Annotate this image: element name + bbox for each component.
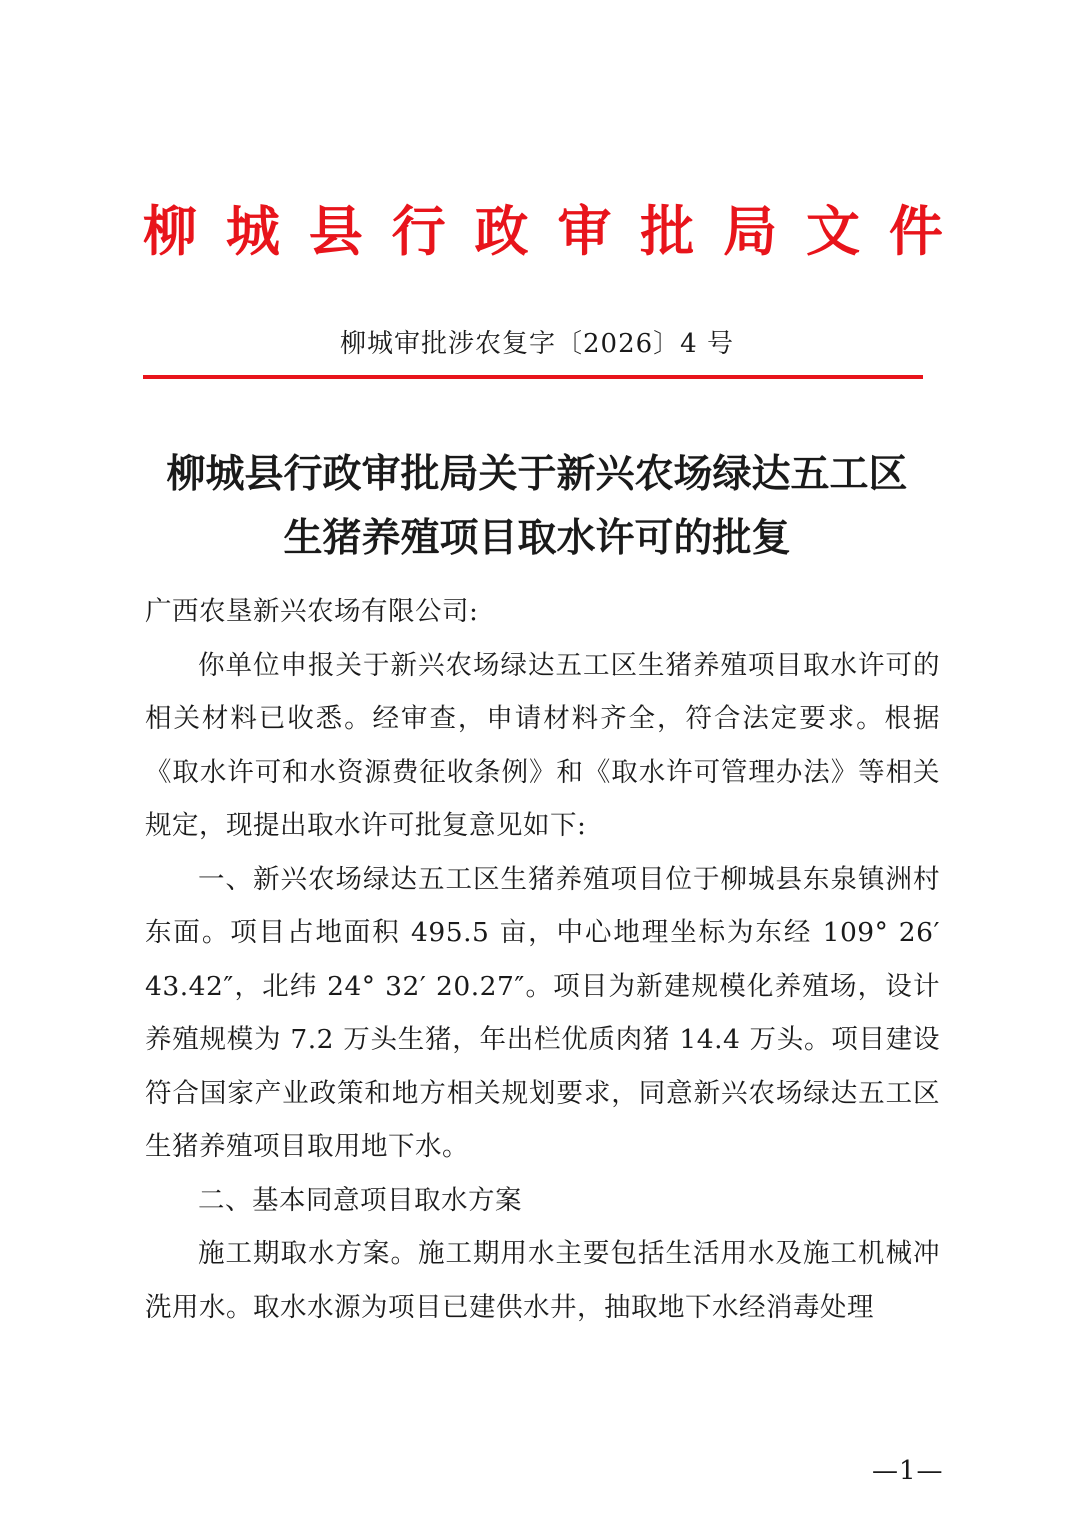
- body-paragraph: 一、新兴农场绿达五工区生猪养殖项目位于柳城县东泉镇洲村东面。项目占地面积 495.5 亩，中心地理坐标为东经 109° 26′ 43.42″，北纬 24° 32′ 20.27″。项目为新建规模化养殖场，设计养殖规模为 7.2 万头生猪，年出栏优质肉猪 14.4 万头。项目建设符合国家产业政策和地方相关规划要求，同意新兴农场绿达五工区生猪养殖项目取用地下水。: [145, 863, 940, 1162]
- issuer-header-char: 县: [308, 199, 363, 263]
- body-paragraph: 施工期取水方案。施工期用水主要包括生活用水及施工机械冲洗用水。取水水源为项目已建供水井，抽取地下水经消毒处理: [145, 1238, 940, 1323]
- addressee: 广西农垦新兴农场有限公司:: [145, 596, 479, 627]
- issuer-header-char: 政: [474, 199, 529, 263]
- issuer-header-char: 城: [225, 199, 280, 263]
- document-title: [0, 442, 1074, 570]
- document-body: [145, 585, 940, 1334]
- section-heading: 二、基本同意项目取水方案: [198, 1184, 522, 1216]
- page-number: —1—: [872, 1456, 944, 1486]
- document-title-line-1: 柳城县行政审批局关于新兴农场绿达五工区: [166, 451, 908, 497]
- red-divider: [143, 375, 923, 379]
- issuer-header-char: 审: [557, 199, 612, 263]
- issuer-header-char: 件: [888, 199, 943, 263]
- issuer-header-char: 文: [806, 199, 860, 263]
- issuer-header: [143, 196, 943, 266]
- issuer-header-char: 柳: [143, 199, 197, 263]
- issuer-header-char: 局: [723, 199, 778, 263]
- document-number: 柳城审批涉农复字〔2026〕4 号: [340, 329, 734, 359]
- body-paragraph: 你单位申报关于新兴农场绿达五工区生猪养殖项目取水许可的相关材料已收悉。经审查，申请材料齐全，符合法定要求。根据《取水许可和水资源费征收条例》和《取水许可管理办法》等相关规定，现提出取水许可批复意见如下:: [145, 649, 940, 841]
- issuer-header-char: 行: [391, 199, 446, 263]
- document-title-line-2: 生猪养殖项目取水许可的批复: [283, 515, 791, 561]
- issuer-header-char: 批: [640, 199, 695, 263]
